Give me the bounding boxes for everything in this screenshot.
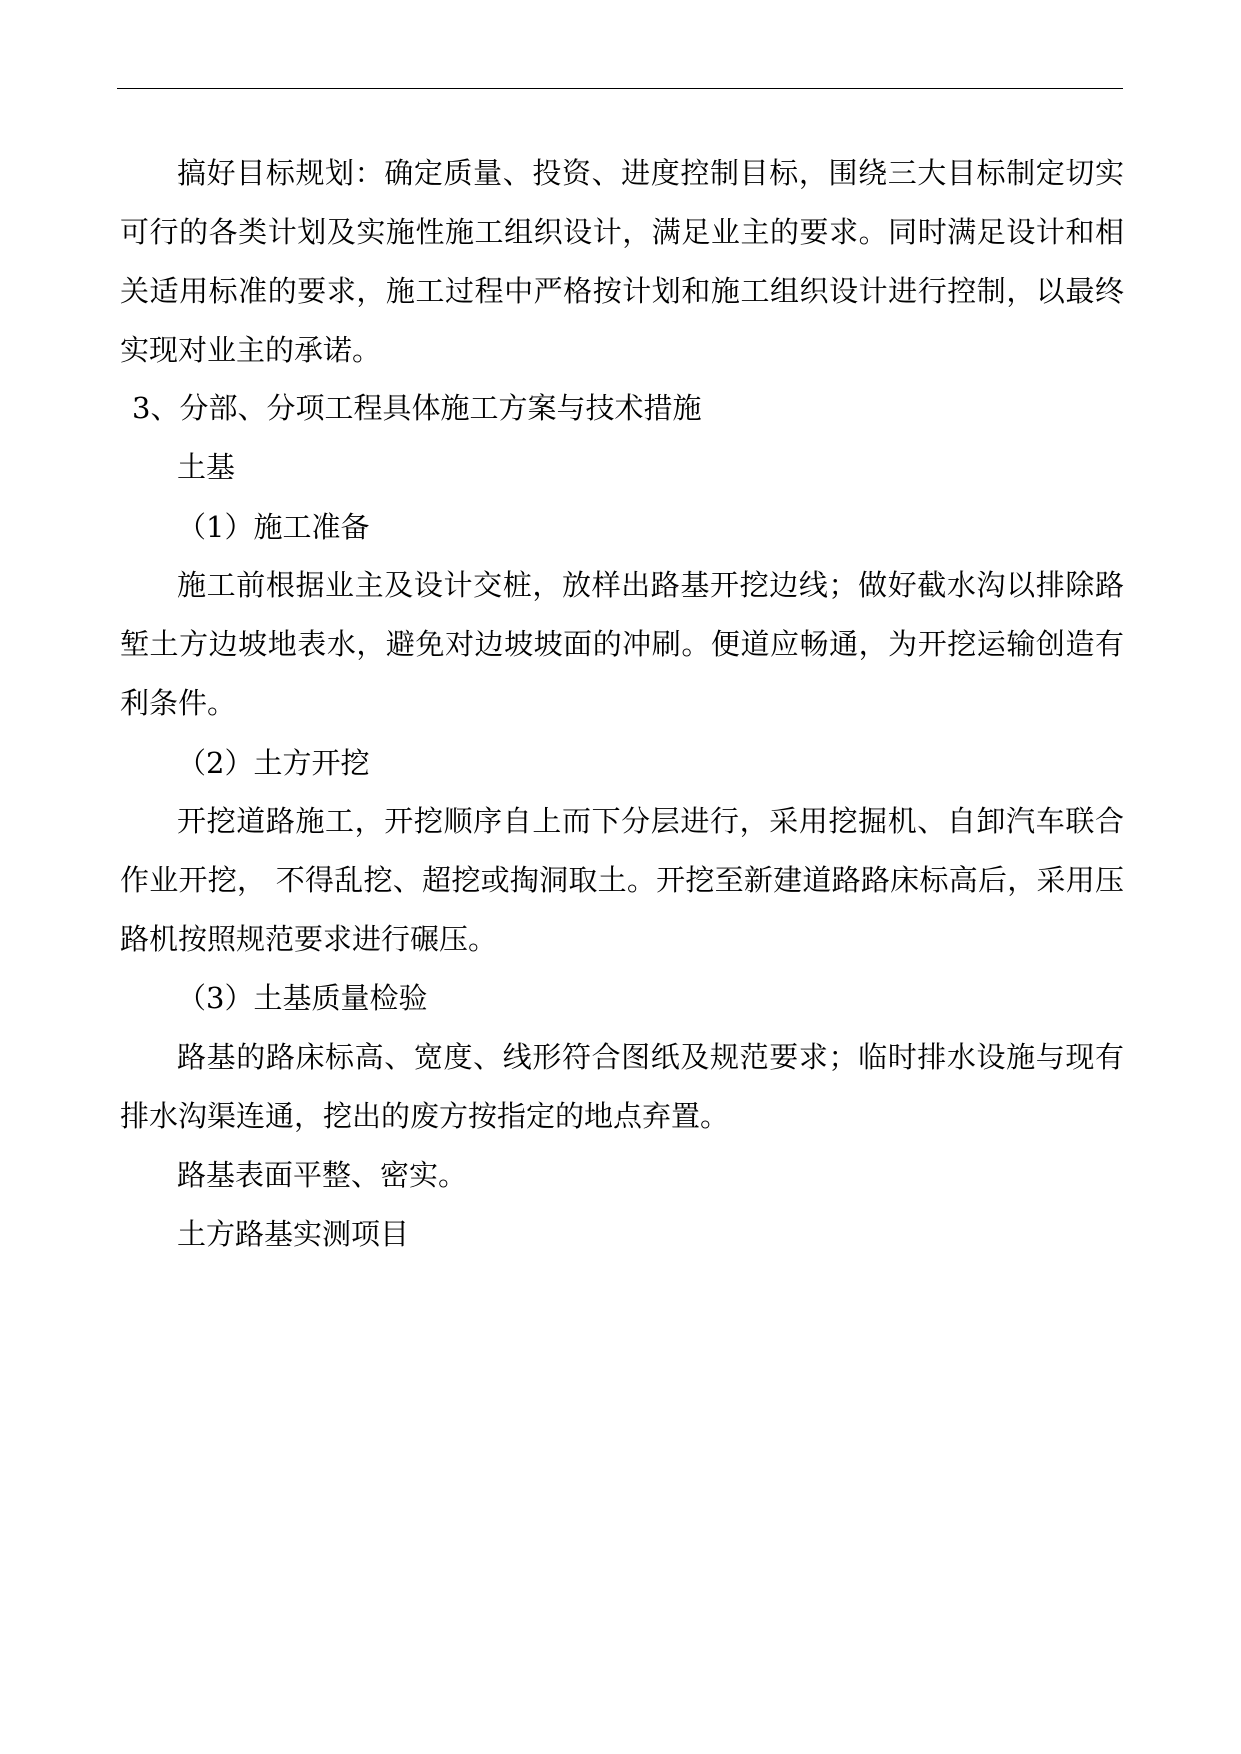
paragraph-line: 施工前根据业主及设计交桩，放样出路基开挖边线；做好截水沟以排除路 [177, 568, 1124, 602]
item-heading: （2）土方开挖 [177, 746, 370, 780]
paragraph-line: 可行的各类计划及实施性施工组织设计，满足业主的要求。同时满足设计和相 [120, 215, 1124, 249]
paragraph-line: 排水沟渠连通，挖出的废方按指定的地点弃置。 [120, 1099, 730, 1133]
paragraph-line: 堑土方边坡地表水，避免对边坡坡面的冲刷。便道应畅通，为开挖运输创造有 [120, 627, 1124, 661]
paragraph-line: 土方路基实测项目 [177, 1217, 410, 1251]
subsection-heading: 土基 [177, 450, 236, 484]
paragraph-line: 实现对业主的承诺。 [120, 333, 382, 367]
paragraph-line: 路机按照规范要求进行碾压。 [120, 922, 498, 956]
item-heading: （3）土基质量检验 [177, 981, 428, 1015]
paragraph-line: 路基的路床标高、宽度、线形符合图纸及规范要求；临时排水设施与现有 [177, 1040, 1124, 1074]
paragraph-line: 关适用标准的要求，施工过程中严格按计划和施工组织设计进行控制，以最终 [120, 274, 1124, 308]
paragraph-line: 利条件。 [120, 686, 237, 720]
paragraph-line: 作业开挖， 不得乱挖、超挖或掏洞取土。开挖至新建道路路床标高后，采用压 [120, 863, 1124, 897]
paragraph-line: 搞好目标规划：确定质量、投资、进度控制目标，围绕三大目标制定切实 [177, 156, 1124, 190]
item-heading: （1）施工准备 [177, 510, 370, 544]
section-heading: 3、分部、分项工程具体施工方案与技术措施 [132, 391, 702, 425]
header-rule [117, 88, 1123, 89]
paragraph-line: 路基表面平整、密实。 [177, 1158, 468, 1192]
paragraph-line: 开挖道路施工，开挖顺序自上而下分层进行，采用挖掘机、自卸汽车联合 [177, 804, 1124, 838]
